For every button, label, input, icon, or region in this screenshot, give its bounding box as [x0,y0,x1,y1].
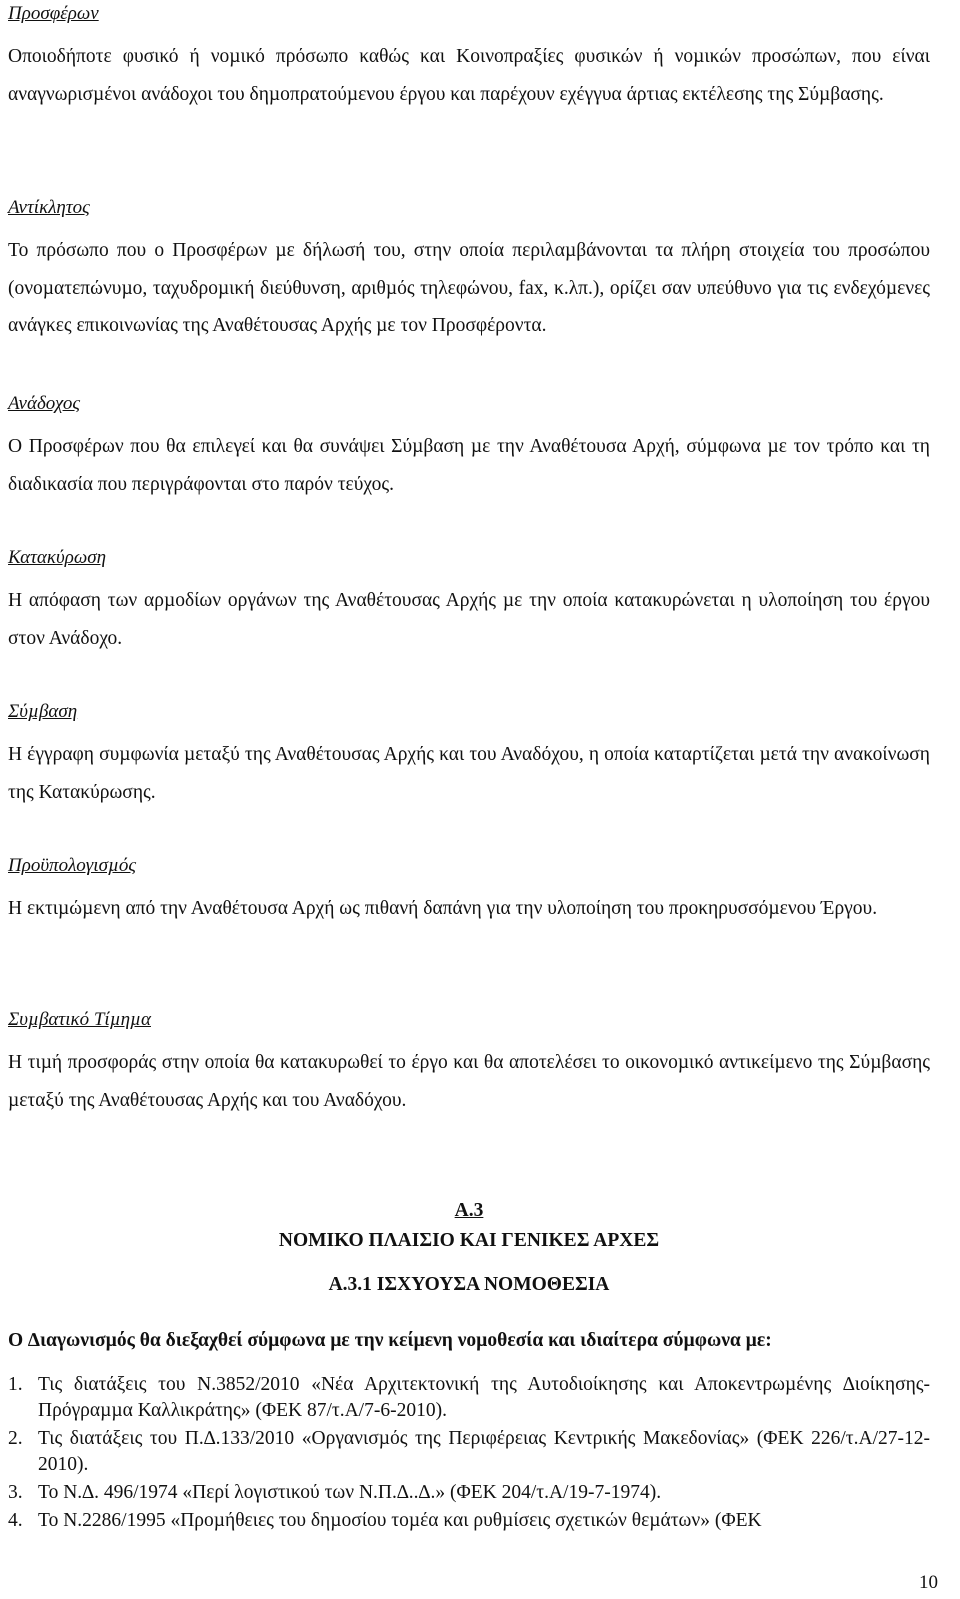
definition-proypologismos [8,854,930,928]
list-item-number: 4. [8,1510,23,1531]
definition-body: Οποιοδήποτε φυσικό ή νοµικό πρόσωπο καθώς και Κοινοπραξίες φυσικών ή νοµικών προσώπων, που είναι αναγνωρισµένοι ανάδοχοι του δηµοπρατούµενου έργου και παρέχουν εχέγγυα άρτιας εκτέλεσης της Σύµβασης. [8,46,930,105]
law-list [8,1372,930,1536]
definition-body: Η τιµή προσφοράς στην οποία θα κατακυρωθεί το έργο και θα αποτελέσει το οικονοµικό αντικείµενο της Σύµβασης µεταξύ της Αναθέτουσας Αρχής και του Αναδόχου. [8,1052,930,1111]
subsection-title: Α.3.1 ΙΣΧΥΟΥΣΑ ΝΟΜΟΘΕΣΙΑ [328,1274,610,1295]
page-number: 10 [919,1572,938,1593]
list-item-text: Το Ν.2286/1995 «Προµήθειες του δηµοσίου τοµέα και ρυθµίσεις σχετικών θεµάτων» (ΦΕΚ [38,1510,762,1531]
list-item-number: 3. [8,1482,23,1503]
definition-term: Συµβατικό Τίµηµα [8,1009,151,1030]
definition-proferon [8,2,930,113]
definition-term: Σύµβαση [8,701,78,722]
list-item-number: 2. [8,1428,23,1449]
definition-body: Η εκτιµώµενη από την Αναθέτουσα Αρχή ως πιθανή δαπάνη για την υλοποίηση του προκηρυσσόµενου Έργου. [8,898,878,919]
definition-body: Η απόφαση των αρµοδίων οργάνων της Αναθέτουσας Αρχής µε την οποία κατακυρώνεται η υλοποίηση του έργου στον Ανάδοχο. [8,590,930,649]
list-item [8,1426,930,1478]
list-item-text: Τις διατάξεις του Ν.3852/2010 «Νέα Αρχιτεκτονική της Αυτοδιοίκησης και Αποκεντρωµένης ∆ιοίκησης-Πρόγραµµα Καλλικράτης» (ΦΕΚ 87/τ.Α/7-6-2010). [38,1374,930,1421]
section-heading [8,1196,930,1300]
definition-symvatiko-timima [8,1008,930,1119]
list-item-text: Τις διατάξεις του Π.∆.133/2010 «Οργανισµός της Περιφέρειας Κεντρικής Μακεδονίας» (ΦΕΚ 226/τ.Α/27-12-2010). [38,1428,930,1475]
section-title: ΝΟΜΙΚΟ ΠΛΑΙΣΙΟ ΚΑΙ ΓΕΝΙΚΕΣ ΑΡΧΕΣ [278,1230,660,1251]
definition-anadochos [8,392,930,503]
definition-symvasi [8,700,930,811]
definition-term: Κατακύρωση [8,547,107,568]
list-item-number: 1. [8,1374,23,1395]
list-item [8,1508,930,1534]
section-intro: Ο ∆ιαγωνισµός θα διεξαχθεί σύµφωνα µε την κείµενη νοµοθεσία και ιδιαίτερα σύµφωνα µε: [8,1330,772,1351]
definition-antikletos [8,196,930,345]
definition-term: Προσφέρων [8,3,99,24]
definition-body: Ο Προσφέρων που θα επιλεγεί και θα συνάψει Σύµβαση µε την Αναθέτουσα Αρχή, σύµφωνα µε τον τρόπο και τη διαδικασία που περιγράφονται στο παρόν τεύχος. [8,436,930,495]
list-item-text: Το Ν.∆. 496/1974 «Περί λογιστικού των Ν.Π.∆..∆.» (ΦΕΚ 204/τ.Α/19-7-1974). [38,1482,662,1503]
list-item [8,1480,930,1506]
definition-term: Αντίκλητος [8,197,90,218]
section-code: Α.3 [454,1200,484,1221]
definition-katakyrosi [8,546,930,657]
definition-body: Το πρόσωπο που ο Προσφέρων µε δήλωσή του, στην οποία περιλαµβάνονται τα πλήρη στοιχεία του προσώπου (ονοµατεπώνυµο, ταχυδροµική διεύθυνση, αριθµός τηλεφώνου, fax, κ.λπ.), ορίζει σαν υπεύθυνο για τις ενδεχόµενες ανάγκες επικοινωνίας της Αναθέτουσας Αρχής µε τον Προσφέροντα. [8,240,930,336]
list-item [8,1372,930,1424]
definition-term: Ανάδοχος [8,393,81,414]
definition-body: Η έγγραφη συµφωνία µεταξύ της Αναθέτουσας Αρχής και του Αναδόχου, η οποία καταρτίζεται µετά την ανακοίνωση της Κατακύρωσης. [8,744,930,803]
definition-term: Προϋπολογισµός [8,855,137,876]
